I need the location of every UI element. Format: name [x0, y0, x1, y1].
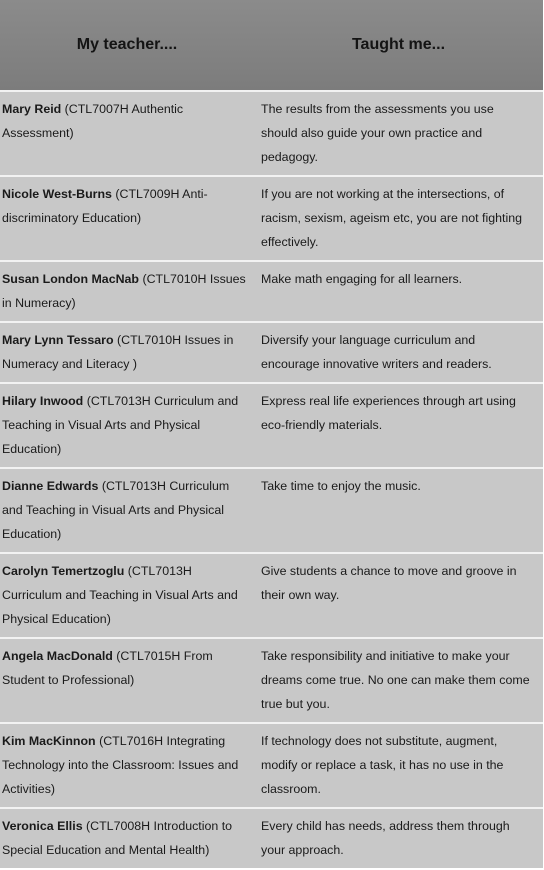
lesson-cell: If technology does not substitute, augment, modify or replace a task, it has no use in the classroom. — [254, 723, 543, 808]
lesson-cell: Take responsibility and initiative to make your dreams come true. No one can make them come true but you. — [254, 638, 543, 723]
header-row — [0, 0, 543, 91]
teacher-name: Nicole West-Burns — [2, 187, 112, 201]
header-taught-me: Taught me... — [254, 0, 543, 91]
table-row — [0, 808, 543, 868]
teacher-cell — [0, 176, 254, 261]
teacher-cell — [0, 723, 254, 808]
table-row — [0, 638, 543, 723]
teacher-cell — [0, 638, 254, 723]
teacher-name: Veronica Ellis — [2, 819, 83, 833]
course-info: (CTL7007H Authentic Assessment) — [2, 102, 184, 140]
lesson-cell: Give students a chance to move and groove in their own way. — [254, 553, 543, 638]
teacher-name: Mary Reid — [2, 102, 62, 116]
teacher-name: Hilary Inwood — [2, 394, 84, 408]
teacher-name: Mary Lynn Tessaro — [2, 333, 114, 347]
header-my-teacher: My teacher.... — [0, 0, 254, 91]
teacher-name: Dianne Edwards — [2, 479, 99, 493]
table-header — [0, 0, 543, 91]
course-info: (CTL7016H Integrating Technology into the Classroom: Issues and Activities) — [2, 734, 239, 796]
teacher-name: Angela MacDonald — [2, 649, 113, 663]
table-row — [0, 468, 543, 553]
course-info: (CTL7008H Introduction to Special Education and Mental Health) — [2, 819, 233, 857]
teacher-cell — [0, 808, 254, 868]
lesson-cell: Express real life experiences through art using eco-friendly materials. — [254, 383, 543, 468]
course-info: (CTL7015H From Student to Professional) — [2, 649, 213, 687]
teacher-cell — [0, 468, 254, 553]
course-info: (CTL7013H Curriculum and Teaching in Visual Arts and Physical Education) — [2, 394, 239, 456]
table-row — [0, 91, 543, 176]
teacher-cell — [0, 261, 254, 322]
lesson-cell: If you are not working at the intersections, of racism, sexism, ageism etc, you are not fighting effectively. — [254, 176, 543, 261]
course-info: (CTL7013H Curriculum and Teaching in Visual Arts and Physical Education) — [2, 479, 230, 541]
teacher-cell — [0, 322, 254, 383]
teacher-cell — [0, 553, 254, 638]
course-info: (CTL7010H Issues in Numeracy and Literacy ) — [2, 333, 234, 371]
course-info: (CTL7010H Issues in Numeracy) — [2, 272, 246, 310]
lesson-cell: Every child has needs, address them through your approach. — [261, 819, 510, 857]
teacher-cell — [0, 383, 254, 468]
table-row — [0, 261, 543, 322]
table-row — [0, 553, 543, 638]
lesson-cell: The results from the assessments you use should also guide your own practice and pedagogy. — [254, 91, 543, 176]
course-info: (CTL7009H Anti-discriminatory Education) — [2, 187, 208, 225]
teacher-name: Carolyn Temertzoglu — [2, 564, 125, 578]
lesson-cell: Diversify your language curriculum and encourage innovative writers and readers. — [254, 322, 543, 383]
table-row — [0, 723, 543, 808]
teacher-name: Kim MacKinnon — [2, 734, 96, 748]
lesson-cell: Make math engaging for all learners. — [254, 261, 543, 322]
course-info: (CTL7013H Curriculum and Teaching in Visual Arts and Physical Education) — [2, 564, 238, 626]
table-body — [0, 91, 543, 868]
teacher-name: Susan London MacNab — [2, 272, 139, 286]
table-row — [0, 322, 543, 383]
table-row — [0, 383, 543, 468]
table-row — [0, 176, 543, 261]
teacher-cell — [0, 91, 254, 176]
lesson-cell: Take time to enjoy the music. — [254, 468, 543, 553]
